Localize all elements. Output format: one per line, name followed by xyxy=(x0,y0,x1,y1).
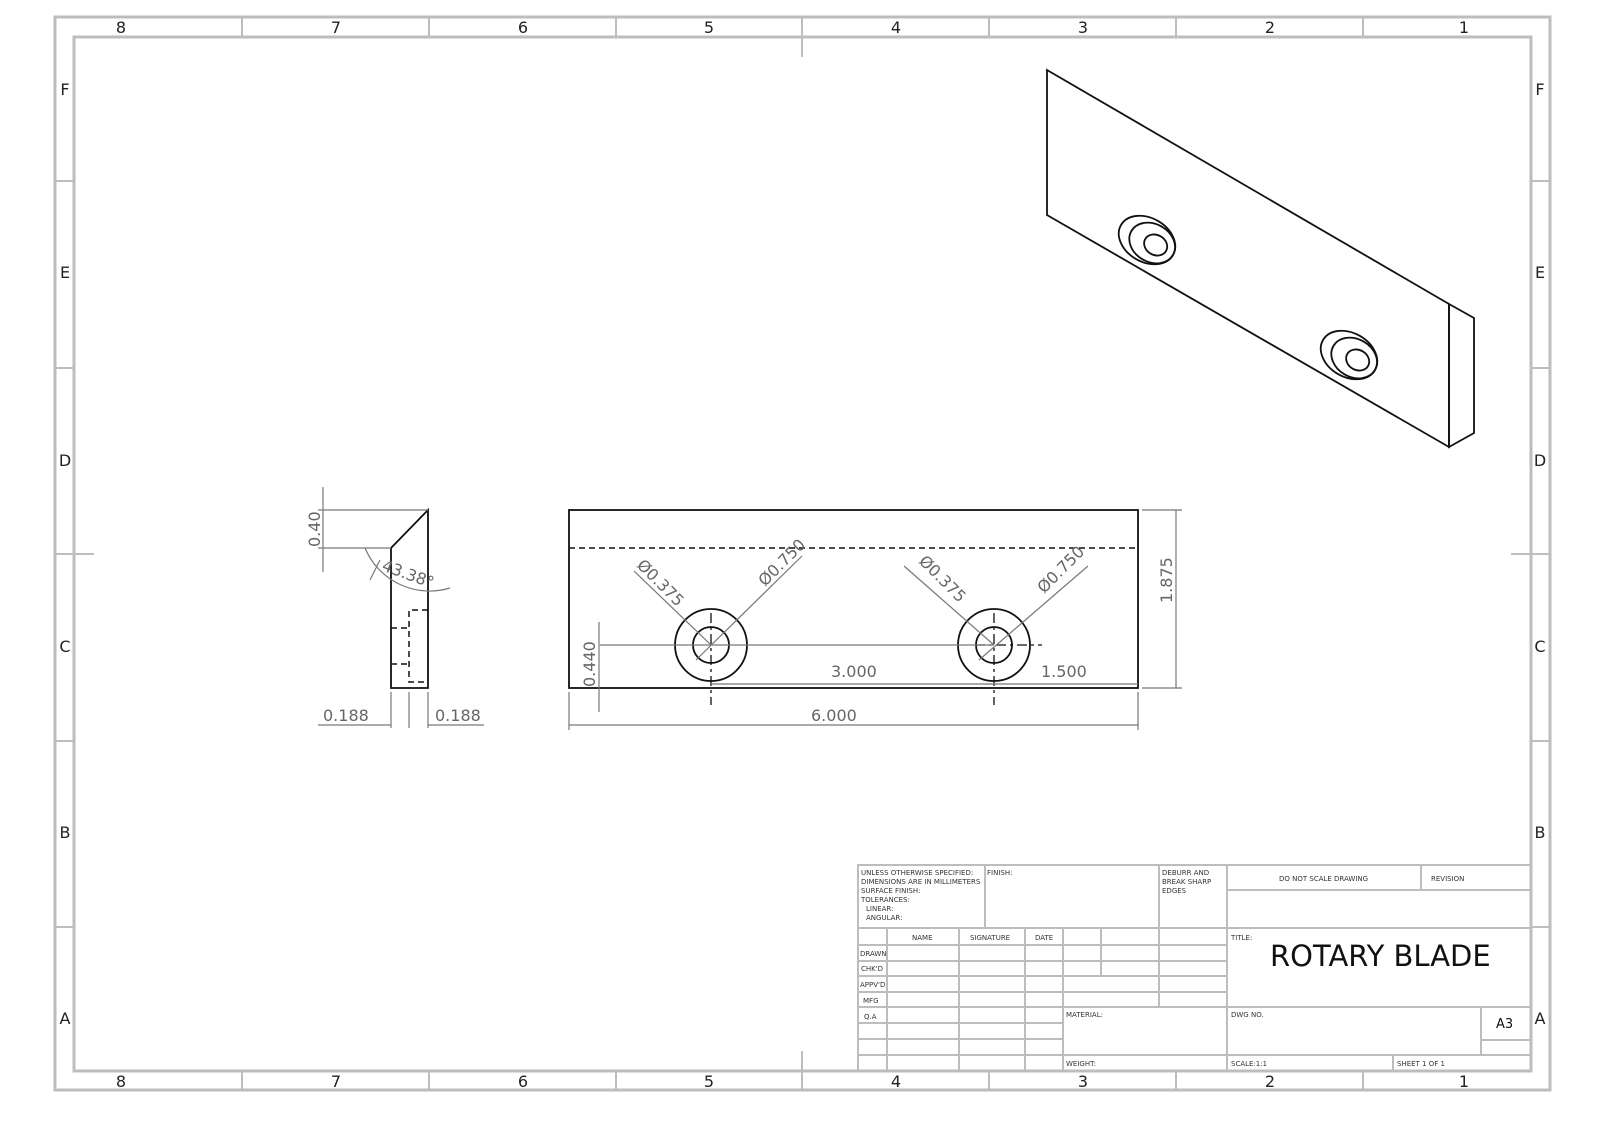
zone-col-label: 8 xyxy=(115,18,127,37)
hole-right xyxy=(958,609,1042,705)
deburr-note: EDGES xyxy=(1162,887,1187,895)
side-view xyxy=(305,487,484,728)
zone-col-label: 3 xyxy=(1077,1072,1089,1091)
zone-col-label: 7 xyxy=(330,18,342,37)
iso-front-face xyxy=(1047,70,1449,447)
zone-col-label: 1 xyxy=(1458,1072,1470,1091)
header-date: DATE xyxy=(1035,934,1054,942)
zone-col-label: 5 xyxy=(703,1072,715,1091)
dwg-no-label: DWG NO. xyxy=(1231,1011,1264,1019)
zone-col-label: 4 xyxy=(890,18,902,37)
zone-col-label: 7 xyxy=(330,1072,342,1091)
zone-row-label: B xyxy=(59,823,71,842)
zone-col-label: 8 xyxy=(115,1072,127,1091)
dim-length: 6.000 xyxy=(811,706,857,725)
zone-col-label: 5 xyxy=(703,18,715,37)
dim-hole-spacing: 3.000 xyxy=(831,662,877,681)
dim-side-height: 0.40 xyxy=(305,511,324,547)
drawing-title: ROTARY BLADE xyxy=(1270,939,1491,973)
weight-label: WEIGHT: xyxy=(1066,1060,1096,1068)
dim-side-left: 0.188 xyxy=(323,706,369,725)
notes-line: DIMENSIONS ARE IN MILLIMETERS xyxy=(861,878,981,886)
isometric-view xyxy=(1047,70,1474,447)
notes-line: SURFACE FINISH: xyxy=(861,887,921,895)
zone-row-label: C xyxy=(1534,637,1546,656)
sheet-number: SHEET 1 OF 1 xyxy=(1397,1060,1445,1068)
role-label: DRAWN xyxy=(860,950,887,958)
role-label: APPV'D xyxy=(860,981,886,989)
zone-row-label: F xyxy=(60,80,70,99)
zone-row-label: A xyxy=(59,1009,71,1028)
dim-hole-height: 0.440 xyxy=(580,641,599,687)
title-label: TITLE: xyxy=(1231,934,1253,942)
dim-hole1-inner: Ø0.375 xyxy=(633,555,688,611)
header-signature: SIGNATURE xyxy=(970,934,1011,942)
role-label: MFG xyxy=(863,997,879,1005)
iso-hole xyxy=(1110,206,1184,274)
zone-row-label: E xyxy=(59,263,71,282)
dim-hole1-outer: Ø0.750 xyxy=(754,535,810,590)
zone-col-label: 3 xyxy=(1077,18,1089,37)
zone-row-label: A xyxy=(1534,1009,1546,1028)
sheet-size: A3 xyxy=(1496,1017,1514,1032)
dim-side-right: 0.188 xyxy=(435,706,481,725)
zone-col-label: 6 xyxy=(517,18,529,37)
notes-line: LINEAR: xyxy=(866,905,894,913)
notes-line: UNLESS OTHERWISE SPECIFIED: xyxy=(861,869,974,877)
zone-col-label: 4 xyxy=(890,1072,902,1091)
zone-col-label: 2 xyxy=(1264,18,1276,37)
iso-hole xyxy=(1312,321,1386,389)
zone-row-label: D xyxy=(1533,451,1547,470)
zone-row-label: D xyxy=(58,451,72,470)
zone-row-label: B xyxy=(1534,823,1546,842)
deburr-note: DEBURR AND xyxy=(1162,869,1210,877)
zone-row-label: E xyxy=(1534,263,1546,282)
do-not-scale-label: DO NOT SCALE DRAWING xyxy=(1279,875,1369,883)
deburr-note: BREAK SHARP xyxy=(1162,878,1212,886)
hole-left xyxy=(675,609,747,705)
zone-row-label: C xyxy=(59,637,71,656)
scale-label: SCALE:1:1 xyxy=(1231,1060,1268,1068)
dim-hole2-outer: Ø0.750 xyxy=(1033,542,1089,597)
revision-label: REVISION xyxy=(1431,875,1465,883)
notes-line: TOLERANCES: xyxy=(861,896,910,904)
zone-col-label: 1 xyxy=(1458,18,1470,37)
zone-row-label: F xyxy=(1535,80,1545,99)
zone-col-label: 6 xyxy=(517,1072,529,1091)
zone-col-label: 2 xyxy=(1264,1072,1276,1091)
finish-label: FINISH: xyxy=(987,869,1013,877)
hidden-counterbore xyxy=(409,610,428,682)
dim-bevel-angle: 43.38° xyxy=(379,555,437,593)
iso-side-face xyxy=(1449,304,1474,447)
dim-edge-offset: 1.500 xyxy=(1041,662,1087,681)
dim-height: 1.875 xyxy=(1157,557,1176,603)
header-name: NAME xyxy=(912,934,933,942)
title-block xyxy=(858,865,1531,1071)
notes-line: ANGULAR: xyxy=(866,914,903,922)
role-label: Q.A xyxy=(864,1013,877,1021)
front-view xyxy=(569,510,1182,730)
material-label: MATERIAL: xyxy=(1066,1011,1103,1019)
dim-hole2-inner: Ø0.375 xyxy=(915,551,970,607)
role-label: CHK'D xyxy=(861,965,884,973)
